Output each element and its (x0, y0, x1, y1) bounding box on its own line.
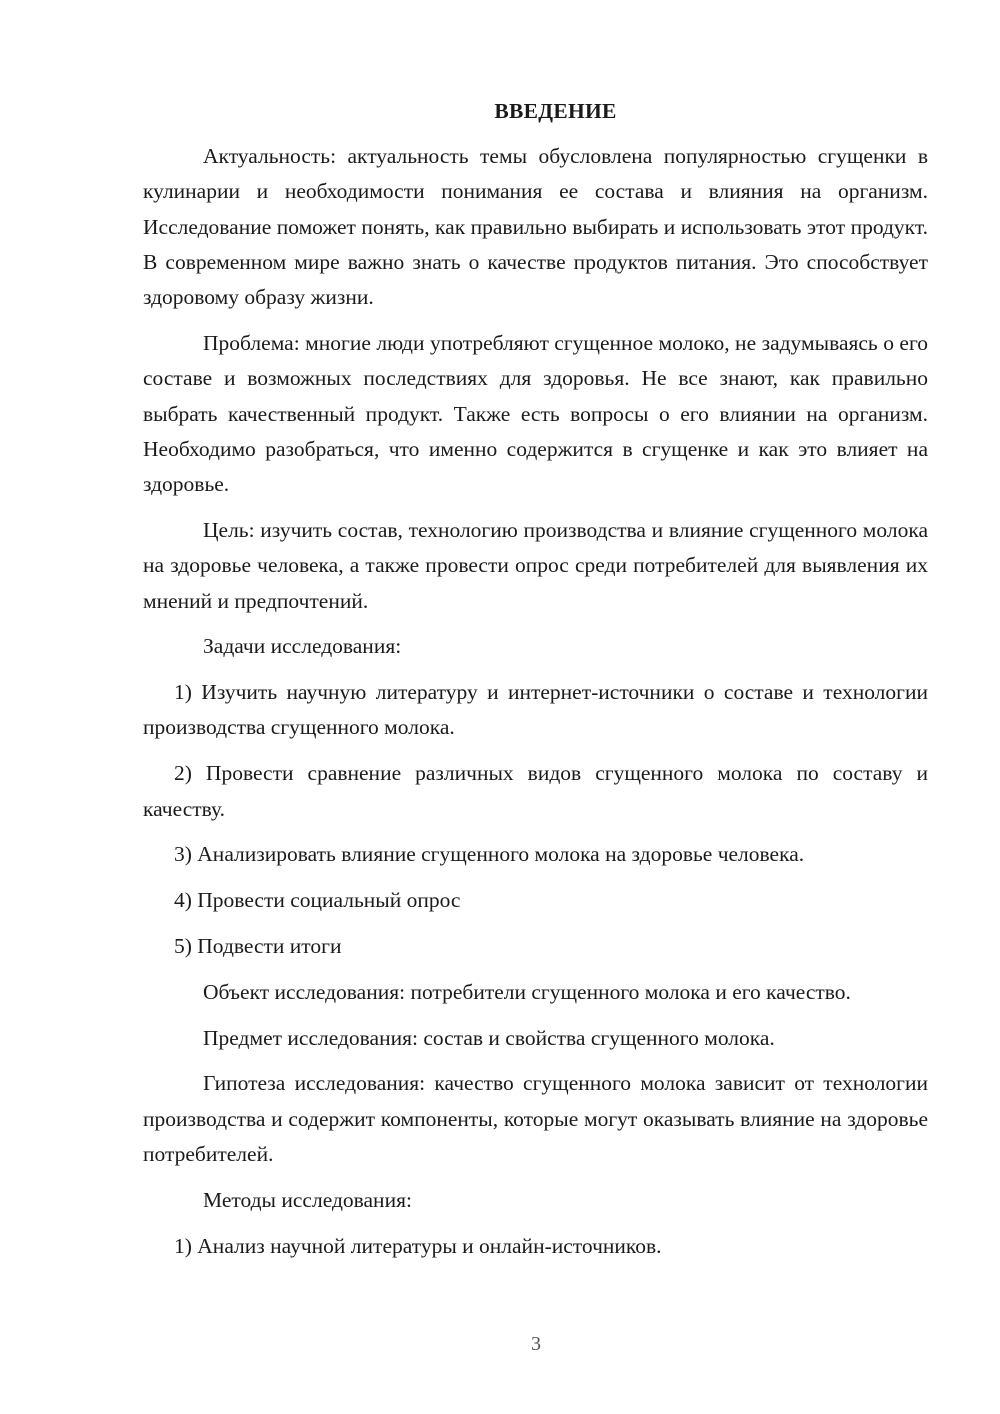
task-item-2: 2) Провести сравнение различных видов сгущенного молока по составу и качеству. (143, 761, 928, 821)
relevance-paragraph: Актуальность: актуальность темы обусловлена популярностью сгущенки в кулинарии и необходимости понимания ее состава и влияния на организм. Исследование поможет понять, как правильно выбирать и использовать этот продукт. В современном мире важно знать о качестве продуктов питания. Это способствует здоровому образу жизни. (143, 144, 928, 310)
tasks-heading: Задачи исследования: (203, 634, 402, 659)
subject-paragraph: Предмет исследования: состав и свойства сгущенного молока. (203, 1025, 775, 1050)
problem-paragraph: Проблема: многие люди употребляют сгущенное молоко, не задумываясь о его составе и возможных последствиях для здоровья. Не все знают, как правильно выбрать качественный продукт. Также есть вопросы о его влиянии на организм. Необходимо разобраться, что именно содержится в сгущенке и как это влияет на здоровье. (143, 330, 928, 497)
goal-paragraph: Цель: изучить состав, технологию производства и влияние сгущенного молока на здоровье человека, а также провести опрос среди потребителей для выявления их мнений и предпочтений. (143, 517, 928, 613)
section-title: ВВЕДЕНИЕ (494, 99, 617, 123)
method-item-1: 1) Анализ научной литературы и онлайн-источников. (174, 1233, 662, 1258)
object-paragraph: Объект исследования: потребители сгущенного молока и его качество. (203, 979, 851, 1004)
page-number: 3 (531, 1333, 541, 1355)
task-item-1: 1) Изучить научную литературу и интернет-источники о составе и технологии производства сгущенного молока. (143, 680, 928, 740)
task-item-3: 3) Анализировать влияние сгущенного молока на здоровье человека. (174, 842, 805, 867)
task-item-5: 5) Подвести итоги (174, 933, 342, 958)
hypothesis-paragraph: Гипотеза исследования: качество сгущенного молока зависит от технологии производства и содержит компоненты, которые могут оказывать влияние на здоровье потребителей. (143, 1071, 928, 1166)
task-item-4: 4) Провести социальный опрос (174, 888, 461, 913)
methods-heading: Методы исследования: (203, 1187, 412, 1212)
page-content (143, 94, 928, 1274)
